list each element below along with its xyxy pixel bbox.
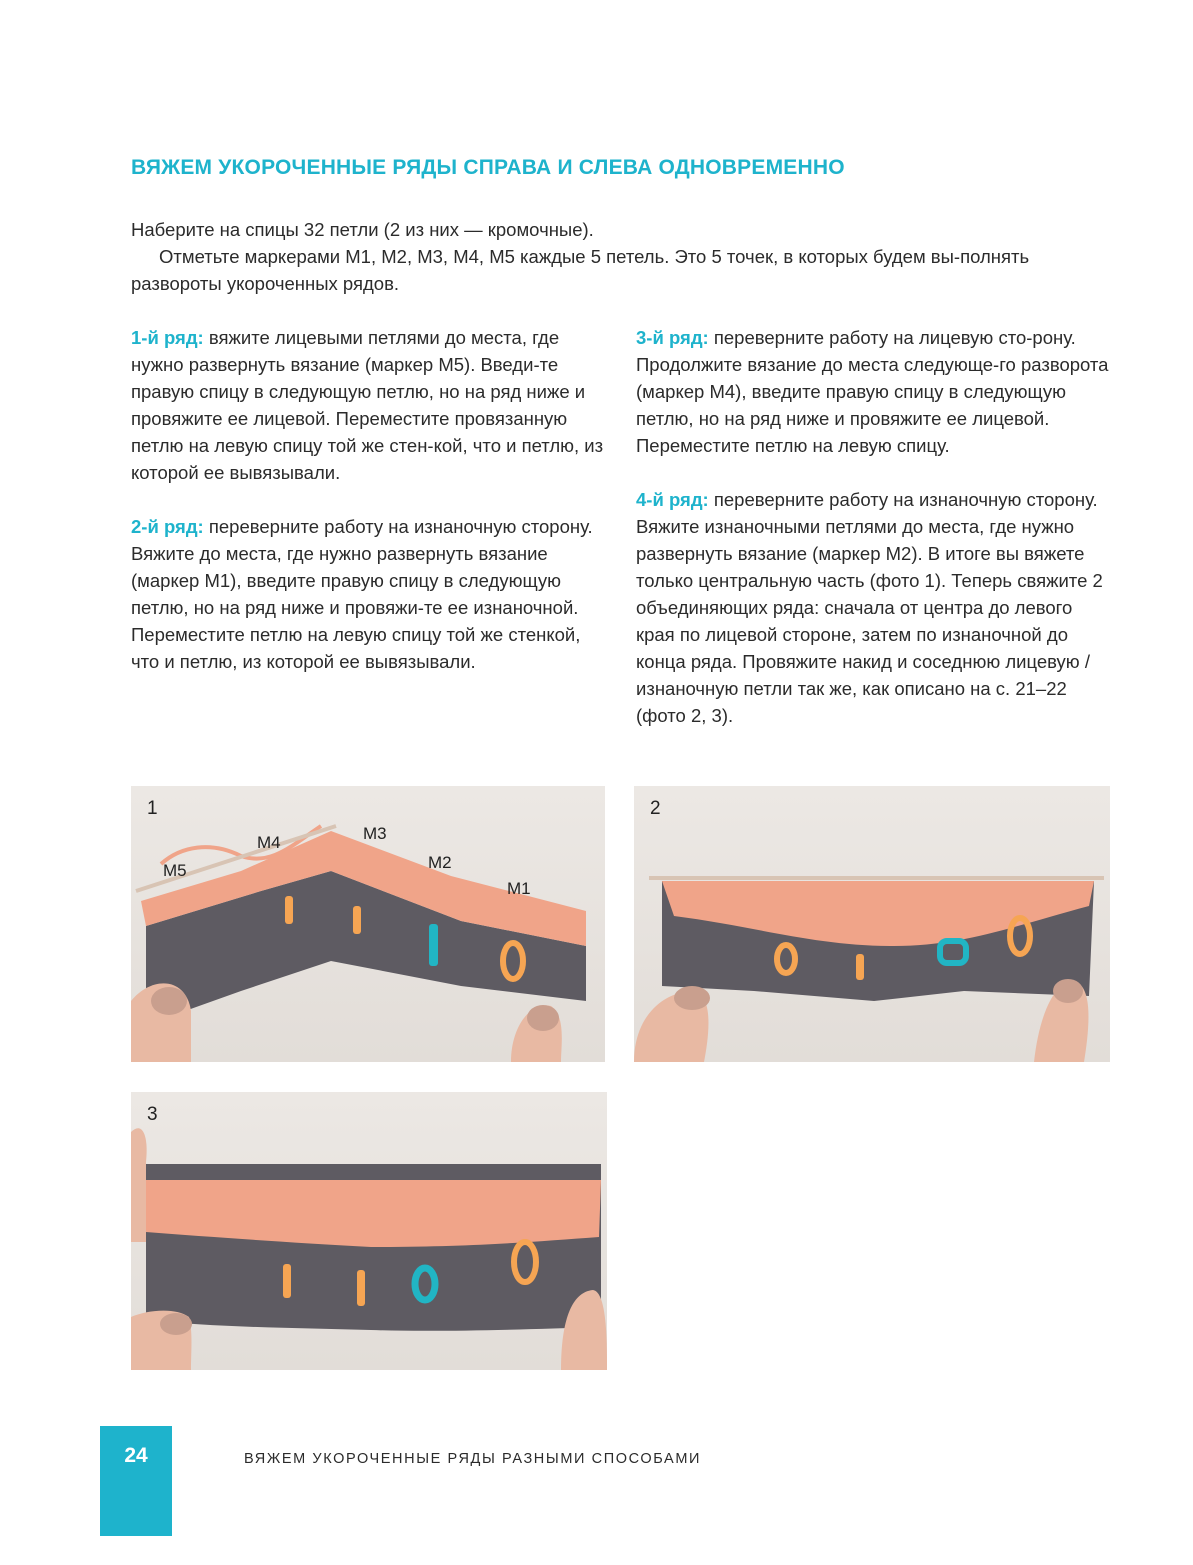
photo-1-illustration [131, 786, 605, 1062]
row-4-instruction [636, 486, 1114, 729]
right-fingernail [527, 1005, 559, 1031]
row-3-text: переверните работу на лицевую сто-рону. Продолжите вязание до места следующе-го разворота (маркер М4), введите правую спицу в следующую петлю, но на ряд ниже и провяжите ее лицевой. Переместите петлю на левую спицу. [636, 327, 1109, 456]
left-fingernail [160, 1313, 192, 1335]
row-2-instruction [131, 513, 609, 675]
row-2-text: переверните работу на изнаночную сторону. Вяжите до места, где нужно развернуть вязание (маркер М1), введите правую спицу в следующую петлю, но на ряд ниже и провяжи-те ее изнаночной. Переместите петлю на левую спицу той же стенкой, что и петлю, из которой ее вывязывали. [131, 516, 593, 672]
photo-1-number: 1 [147, 798, 158, 819]
intro-line-2: Отметьте маркерами М1, М2, М3, М4, М5 каждые 5 петель. Это 5 точек, в которых будем вы-полнять развороты укороченных рядов. [131, 246, 1030, 294]
marker-clip-teal [429, 924, 438, 966]
photo-3-number: 3 [147, 1104, 158, 1125]
label-m1: М1 [507, 879, 531, 898]
label-m4: М4 [257, 833, 281, 852]
row-3-instruction [636, 324, 1114, 459]
marker-clip-orange [856, 954, 864, 980]
marker-clip-orange [357, 1270, 365, 1306]
pink-knit-band [146, 1180, 601, 1247]
left-fingernail [674, 986, 710, 1010]
row-1-text: вяжите лицевыми петлями до места, где нужно развернуть вязание (маркер М5). Введи-те правую спицу в следующую петлю, но на ряд ниже и провяжите ее лицевой. Переместите провязанную петлю на левую спицу той же стен-кой, что и петлю, из которой ее вывязывали. [131, 327, 604, 483]
row-4-label: 4-й ряд: [636, 489, 709, 510]
right-fingernail [1053, 979, 1083, 1003]
left-hand-edge [131, 1128, 147, 1242]
left-fingernail [151, 987, 187, 1015]
photo-2 [634, 786, 1110, 1062]
photo-2-illustration [634, 786, 1110, 1062]
photo-3 [131, 1092, 607, 1370]
section-heading: ВЯЖЕМ УКОРОЧЕННЫЕ РЯДЫ СПРАВА И СЛЕВА ОДНОВРЕМЕННО [131, 156, 845, 179]
row-2-label: 2-й ряд: [131, 516, 204, 537]
page-number: 24 [124, 1444, 148, 1467]
photo-2-number: 2 [650, 798, 661, 819]
row-1-label: 1-й ряд: [131, 327, 204, 348]
page-number-tab [100, 1426, 172, 1536]
running-title: ВЯЖЕМ УКОРОЧЕННЫЕ РЯДЫ РАЗНЫМИ СПОСОБАМИ [244, 1451, 702, 1467]
right-column [636, 324, 1114, 756]
row-3-label: 3-й ряд: [636, 327, 709, 348]
row-4-text: переверните работу на изнаночную сторону. Вяжите изнаночными петлями до места, где нужно развернуть вязание (маркер М2). В итоге вы вяжете только центральную часть (фото 1). Теперь свяжите 2 объединяющих ряда: сначала от центра до левого края по лицевой стороне, затем по изнаночной до конца ряда. Провяжите накид и соседнюю лицевую / изнаночную петли так же, как описано на с. 21–22 (фото 2, 3). [636, 489, 1103, 726]
row-1-instruction [131, 324, 609, 486]
intro-line-1: Наберите на спицы 32 петли (2 из них — кромочные). [131, 219, 594, 240]
marker-clip-orange [353, 906, 361, 934]
label-m2: М2 [428, 853, 452, 872]
photo-3-illustration [131, 1092, 607, 1370]
photo-1 [131, 786, 605, 1062]
intro-text [131, 216, 1081, 297]
marker-clip-orange [285, 896, 293, 924]
marker-clip-orange [283, 1264, 291, 1298]
label-m5: М5 [163, 861, 187, 880]
gray-top-band [146, 1164, 601, 1180]
left-column [131, 324, 609, 702]
label-m3: М3 [363, 824, 387, 843]
